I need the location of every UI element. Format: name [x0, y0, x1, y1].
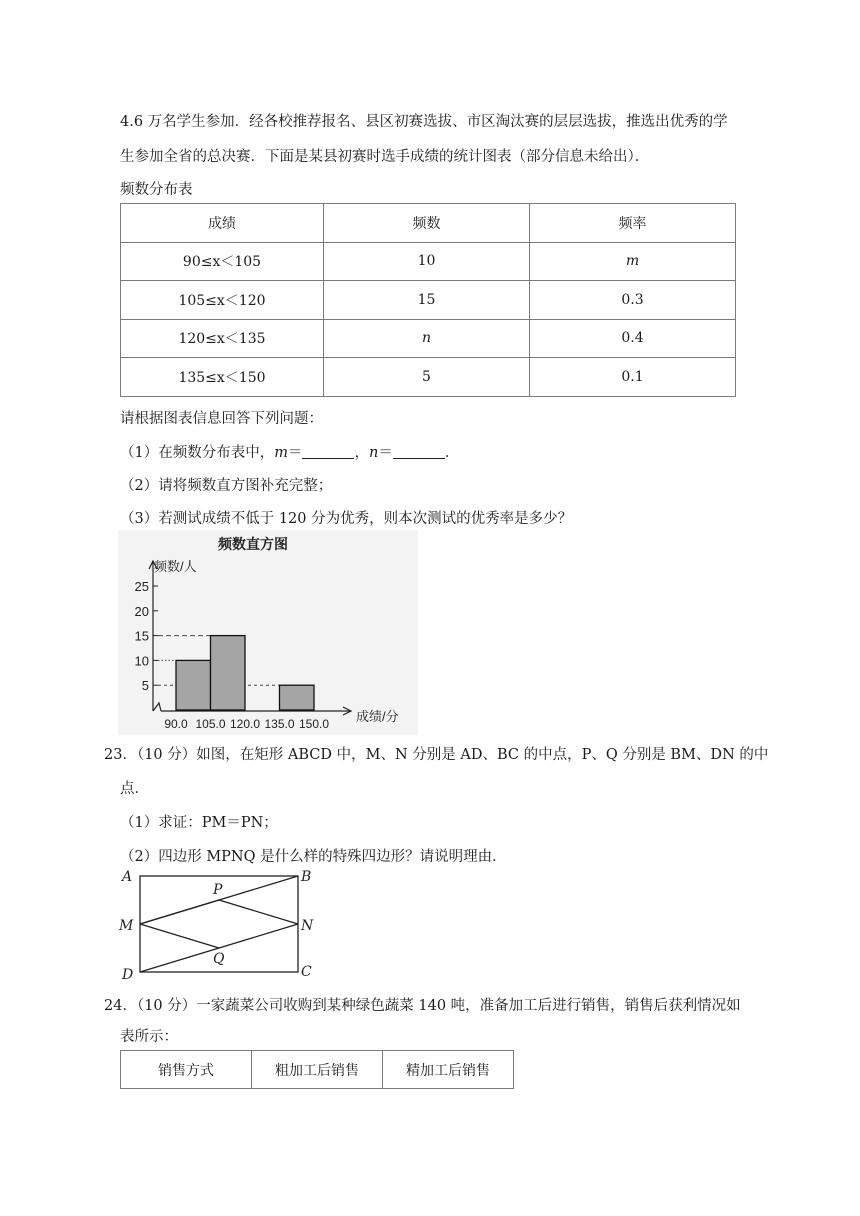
- problem-23-line-2: 点．: [120, 781, 149, 797]
- problem-24-number: 24．: [104, 998, 137, 1014]
- frequency-table: [120, 203, 736, 397]
- y-tick-label: 10: [134, 653, 149, 669]
- segment-mp: [140, 900, 219, 924]
- sales-table: [120, 1050, 514, 1089]
- x-axis-label: 成绩/分: [356, 709, 399, 724]
- question-2: （2）请将频数直方图补充完整；: [120, 478, 333, 494]
- header-fine-processing: 精加工后销售: [383, 1051, 514, 1089]
- y-axis-label: 频数/人: [154, 559, 197, 574]
- q1-end: ．: [444, 445, 460, 461]
- rectangle-figure: [115, 866, 325, 981]
- label-d: D: [122, 967, 134, 981]
- table-cell: 5: [324, 358, 530, 397]
- chart-title: 频数直方图: [218, 536, 288, 552]
- header-sale-method: 销售方式: [121, 1051, 252, 1089]
- table-cell: 135≤x＜150: [121, 358, 324, 397]
- label-a: A: [122, 869, 133, 885]
- answer-blank-m[interactable]: [302, 444, 354, 459]
- question-1: [120, 441, 459, 462]
- questions-prompt: 请根据图表信息回答下列问题：: [120, 411, 323, 427]
- label-p: P: [213, 882, 223, 898]
- table-title: 频数分布表: [120, 182, 193, 198]
- histogram-bar: [176, 660, 211, 710]
- x-tick-label: 150.0: [298, 717, 330, 731]
- label-q: Q: [213, 951, 225, 967]
- intro-line-2: 生参加全省的总决赛．下面是某县初赛时选手成绩的统计图表（部分信息未给出）．: [120, 149, 650, 165]
- problem-24-line-1: [104, 994, 741, 1015]
- table-cell: m: [530, 242, 736, 281]
- problem-23-number: 23．: [104, 747, 137, 763]
- table-row: [121, 242, 736, 281]
- table-row: [121, 358, 736, 397]
- y-tick-label: 5: [141, 678, 149, 694]
- table-header-row: [121, 204, 736, 243]
- x-tick-label: 90.0: [164, 717, 188, 731]
- problem-23-sub-2: （2）四边形 MPNQ 是什么样的特殊四边形？请说明理由．: [120, 849, 507, 865]
- table-cell: 10: [324, 242, 530, 281]
- header-rough-processing: 粗加工后销售: [252, 1051, 383, 1089]
- question-3: （3）若测试成绩不低于 120 分为优秀，则本次测试的优秀率是多少？: [120, 511, 573, 527]
- table-header-row: [121, 1051, 514, 1089]
- table-row: [121, 319, 736, 358]
- var-n: n: [368, 445, 379, 461]
- y-tick-label: 15: [134, 628, 149, 644]
- table-cell: n: [324, 319, 530, 358]
- header-score: 成绩: [121, 204, 324, 243]
- table-row: [121, 281, 736, 320]
- header-rate: 频率: [530, 204, 736, 243]
- table-cell: 0.4: [530, 319, 736, 358]
- problem-24-line-2: 表所示：: [120, 1029, 178, 1045]
- q1-text: （1）在频数分布表中，: [120, 445, 275, 461]
- x-tick-label: 120.0: [229, 717, 261, 731]
- table-cell: 15: [324, 281, 530, 320]
- x-tick-label: 105.0: [195, 717, 226, 731]
- segment-mq: [140, 924, 219, 948]
- q1-separator: ，: [354, 445, 369, 461]
- table-cell: 0.1: [530, 358, 736, 397]
- y-tick-label: 20: [134, 603, 149, 619]
- answer-blank-n[interactable]: [393, 444, 445, 459]
- label-b: B: [301, 869, 312, 885]
- q1-equals: ＝: [287, 445, 303, 461]
- problem-23-text: （10 分）如图，在矩形 ABCD 中，M、N 分别是 AD、BC 的中点，P、Q 分别是 BM、DN 的中: [136, 747, 769, 763]
- label-n: N: [301, 918, 314, 934]
- table-cell: 90≤x＜105: [121, 242, 324, 281]
- histogram-bar: [211, 636, 246, 710]
- header-frequency: 频数: [324, 204, 530, 243]
- label-m: M: [119, 918, 134, 934]
- problem-23-line-1: [104, 743, 768, 764]
- table-cell: 120≤x＜135: [121, 319, 324, 358]
- segment-pn: [219, 900, 298, 924]
- label-c: C: [301, 964, 312, 980]
- table-cell: 105≤x＜120: [121, 281, 324, 320]
- q1-equals: ＝: [378, 445, 393, 461]
- var-m: m: [274, 445, 288, 461]
- y-tick-label: 25: [134, 579, 149, 594]
- x-tick-label: 135.0: [264, 717, 295, 731]
- intro-line-1: 4.6 万名学生参加．经各校推荐报名、县区初赛选拔、市区淘汰赛的层层选拔，推选出优秀的学: [120, 114, 728, 130]
- table-cell: 0.3: [530, 281, 736, 320]
- frequency-histogram: [118, 530, 418, 735]
- histogram-bar: [280, 685, 315, 710]
- problem-24-text: （10 分）一家蔬菜公司收购到某种绿色蔬菜 140 吨，准备加工后进行销售，销售后获利情况如: [136, 998, 741, 1014]
- problem-23-sub-1: （1）求证：PM＝PN；: [120, 815, 278, 831]
